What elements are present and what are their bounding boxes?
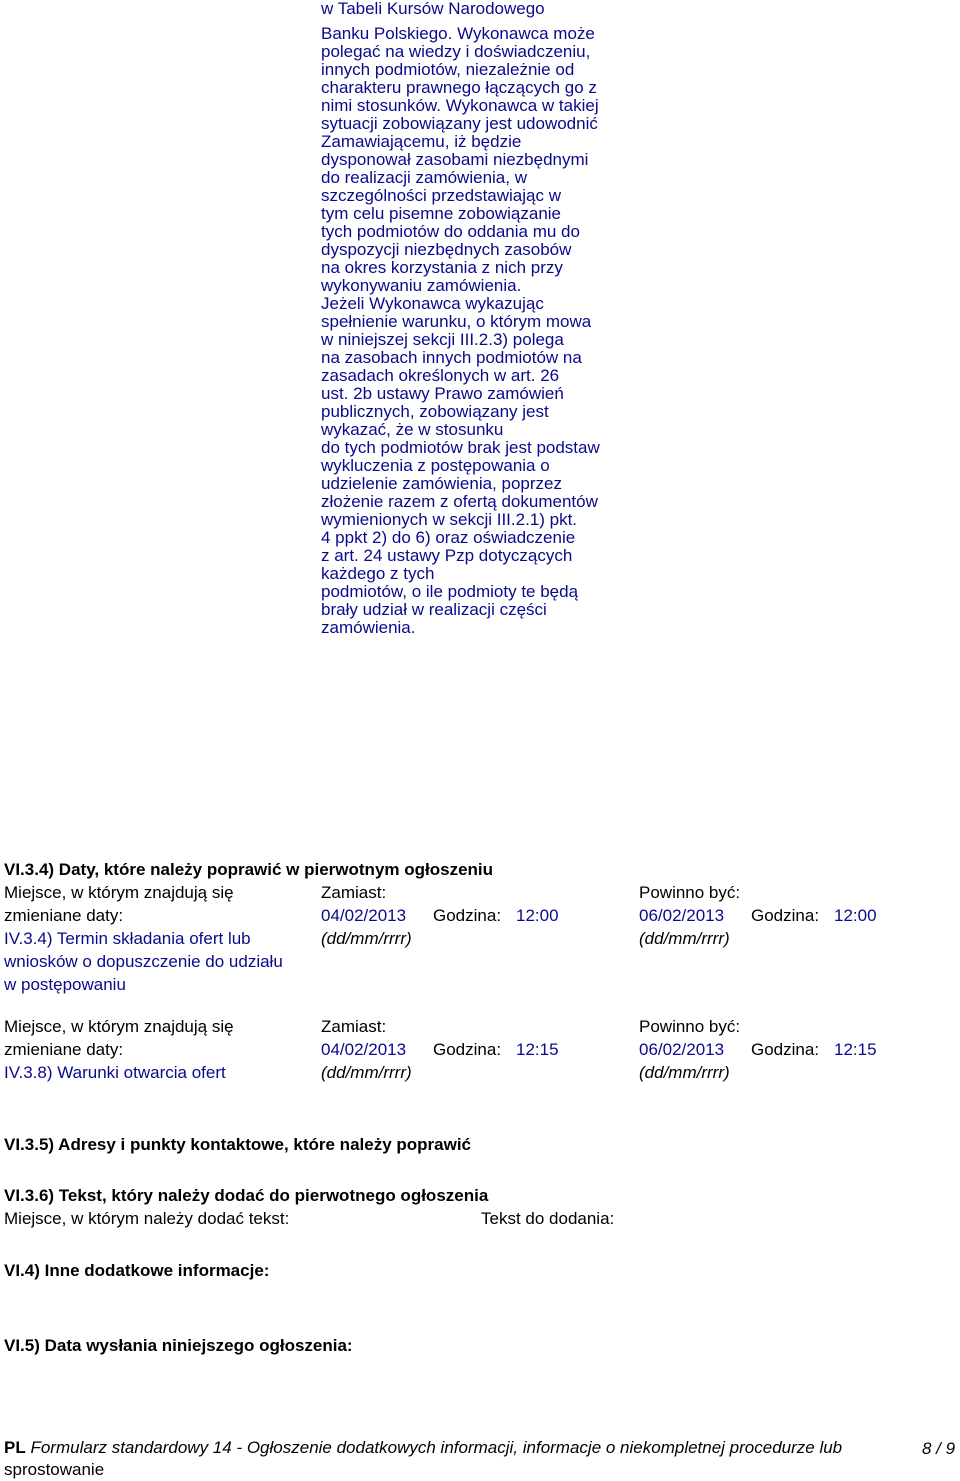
section-heading-vi-4: VI.4) Inne dodatkowe informacje: xyxy=(4,1261,270,1280)
should-date: 06/02/2013 xyxy=(639,906,725,925)
place-to-add-label: Miejsce, w którym należy dodać tekst: xyxy=(4,1209,290,1228)
instead-date: 04/02/2013 xyxy=(321,1040,407,1059)
should-label: Powinno być: xyxy=(639,883,741,902)
footer-page-number: 8 / 9 xyxy=(922,1439,956,1458)
continuation-line: nimi stosunków. Wykonawca w takiej xyxy=(321,96,599,115)
instead-time: 12:00 xyxy=(516,906,559,925)
continuation-text xyxy=(321,0,661,637)
continuation-line: szczególności przedstawiając w xyxy=(321,186,561,205)
continuation-line: dysponował zasobami niezbędnymi xyxy=(321,150,589,169)
continuation-line: wykazać, że w stosunku xyxy=(321,420,504,439)
continuation-line: w Tabeli Kursów Narodowego xyxy=(321,0,545,18)
should-date-format: (dd/mm/rrrr) xyxy=(639,929,730,948)
continuation-line: na okres korzystania z nich przy xyxy=(321,258,563,277)
continuation-line: do tych podmiotów brak jest podstaw xyxy=(321,438,600,457)
place-label-line-2: zmieniane daty: xyxy=(4,1040,124,1059)
continuation-line: Jeżeli Wykonawca wykazując xyxy=(321,294,544,313)
instead-time-label: Godzina: xyxy=(433,1040,502,1059)
continuation-line: wymienionych w sekcji III.2.1) pkt. xyxy=(321,510,578,529)
continuation-line: każdego z tych xyxy=(321,564,435,583)
section-heading-vi-3-6: VI.3.6) Tekst, który należy dodać do pierwotnego ogłoszenia xyxy=(4,1186,489,1205)
should-time: 12:00 xyxy=(834,906,877,925)
footer-form-title: Formularz standardowy 14 - Ogłoszenie dodatkowych informacji, informacje o niekompletnej procedurze lub xyxy=(30,1438,843,1457)
continuation-line: charakteru prawnego łączących go z xyxy=(321,78,597,97)
continuation-line: zasadach określonych w art. 26 xyxy=(321,366,560,385)
text-to-add-label: Tekst do dodania: xyxy=(481,1209,615,1228)
continuation-line: zamówienia. xyxy=(321,618,416,637)
place-ref-line-1: IV.3.8) Warunki otwarcia ofert xyxy=(4,1063,226,1082)
section-heading-vi-3-5: VI.3.5) Adresy i punkty kontaktowe, które należy poprawić xyxy=(4,1135,472,1154)
continuation-line: dyspozycji niezbędnych zasobów xyxy=(321,240,572,259)
continuation-line: brały udział w realizacji części xyxy=(321,600,547,619)
instead-date: 04/02/2013 xyxy=(321,906,407,925)
continuation-line: do realizacji zamówienia, w xyxy=(321,168,527,187)
should-time-label: Godzina: xyxy=(751,1040,820,1059)
continuation-line: ust. 2b ustawy Prawo zamówień xyxy=(321,384,564,403)
place-label-line-2: zmieniane daty: xyxy=(4,906,124,925)
continuation-line: w niniejszej sekcji III.2.3) polega xyxy=(321,330,564,349)
place-label-line-1: Miejsce, w którym znajdują się xyxy=(4,883,234,902)
continuation-line: wykonywaniu zamówienia. xyxy=(321,276,522,295)
instead-label: Zamiast: xyxy=(321,1017,387,1036)
footer-form-title-continued: sprostowanie xyxy=(4,1460,105,1479)
continuation-line: 4 ppkt 2) do 6) oraz oświadczenie xyxy=(321,528,576,547)
place-label-line-1: Miejsce, w którym znajdują się xyxy=(4,1017,234,1036)
should-date: 06/02/2013 xyxy=(639,1040,725,1059)
continuation-line: innych podmiotów, niezależnie od xyxy=(321,60,575,79)
continuation-line: tym celu pisemne zobowiązanie xyxy=(321,204,562,223)
continuation-line: udzielenie zamówienia, poprzez xyxy=(321,474,562,493)
place-ref-line-1: IV.3.4) Termin składania ofert lub xyxy=(4,929,251,948)
should-label: Powinno być: xyxy=(639,1017,741,1036)
continuation-line: tych podmiotów do oddania mu do xyxy=(321,222,580,241)
instead-date-format: (dd/mm/rrrr) xyxy=(321,1063,412,1082)
continuation-line: podmiotów, o ile podmioty te będą xyxy=(321,582,579,601)
should-time-label: Godzina: xyxy=(751,906,820,925)
instead-date-format: (dd/mm/rrrr) xyxy=(321,929,412,948)
instead-time: 12:15 xyxy=(516,1040,559,1059)
continuation-line: spełnienie warunku, o którym mowa xyxy=(321,312,592,331)
continuation-line: złożenie razem z ofertą dokumentów xyxy=(321,492,598,511)
continuation-line: na zasobach innych podmiotów na xyxy=(321,348,582,367)
continuation-line: Zamawiającemu, iż będzie xyxy=(321,132,522,151)
continuation-line: polegać na wiedzy i doświadczeniu, xyxy=(321,42,591,61)
continuation-line: z art. 24 ustawy Pzp dotyczących xyxy=(321,546,573,565)
place-ref-line-2: wniosków o dopuszczenie do udziału xyxy=(4,952,283,971)
section-heading-vi-5: VI.5) Data wysłania niniejszego ogłoszenia: xyxy=(4,1336,353,1355)
place-ref-line-3: w postępowaniu xyxy=(4,975,126,994)
page-footer xyxy=(4,1437,884,1481)
continuation-line: Banku Polskiego. Wykonawca może xyxy=(321,24,595,43)
instead-label: Zamiast: xyxy=(321,883,387,902)
footer-language-code: PL xyxy=(4,1438,26,1457)
continuation-line: sytuacji zobowiązany jest udowodnić xyxy=(321,114,598,133)
section-heading-vi-3-4: VI.3.4) Daty, które należy poprawić w pierwotnym ogłoszeniu xyxy=(4,860,494,879)
continuation-line: publicznych, zobowiązany jest xyxy=(321,402,549,421)
should-time: 12:15 xyxy=(834,1040,877,1059)
instead-time-label: Godzina: xyxy=(433,906,502,925)
should-date-format: (dd/mm/rrrr) xyxy=(639,1063,730,1082)
continuation-line: wykluczenia z postępowania o xyxy=(321,456,550,475)
